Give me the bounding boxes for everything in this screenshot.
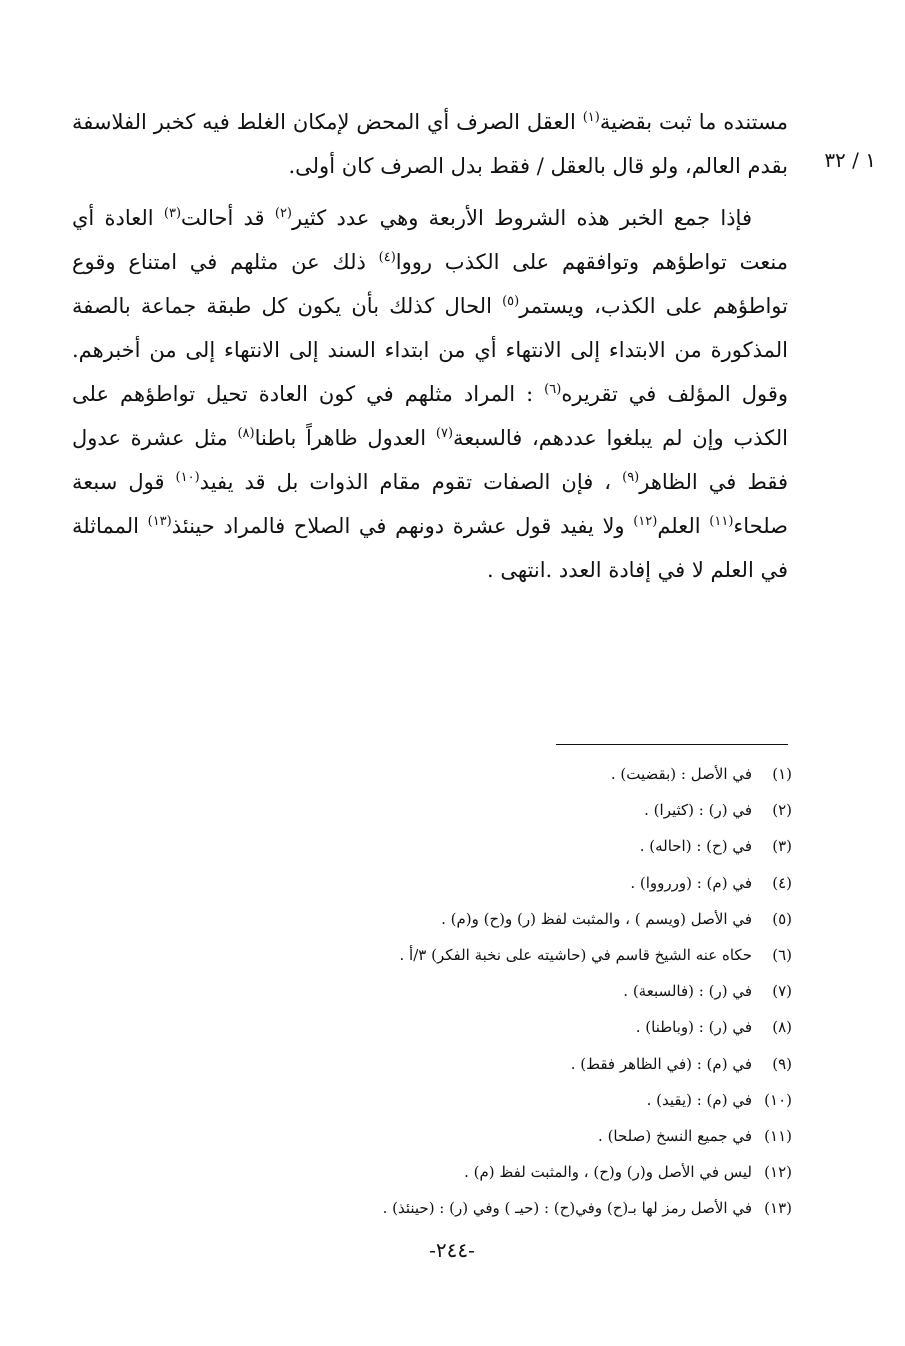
footnote-item: [180, 901, 792, 937]
footnote-number: (٢): [772, 801, 792, 820]
footnote-number: (١٣): [764, 1199, 792, 1218]
footnote-text: في (ر) : (وباطنا) .: [635, 1018, 752, 1037]
text-segment: ، فإن الصفات تقوم مقام الذوات بل قد يفيد: [199, 470, 623, 494]
margin-reference: ١ / ٣٢: [824, 148, 876, 172]
footnote-separator: [556, 744, 788, 745]
text-segment: ولا يفيد قول عشرة دونهم في الصلاح فالمراد حينئذ: [171, 514, 634, 538]
footnote-ref-9[interactable]: (٩): [622, 470, 640, 485]
footnote-text: ليس في الأصل و(ر) و(ح) ، والمثبت لفظ (م) .: [464, 1163, 752, 1182]
footnote-text: في (ر) : (فالسبعة) .: [623, 982, 752, 1001]
text-segment: : المراد مثلهم في كون العادة تحيل تواطؤهم على الكذب وإن لم يبلغوا عددهم، فالسبعة: [72, 382, 788, 450]
main-text: [72, 100, 788, 592]
footnote-ref-1[interactable]: (١): [582, 110, 600, 125]
footnote-ref-13[interactable]: (١٣): [147, 514, 172, 529]
paragraph-1: [72, 100, 788, 188]
footnote-ref-6[interactable]: (٦): [544, 382, 562, 397]
footnote-item: [180, 756, 792, 792]
footnote-item: [180, 865, 792, 901]
footnote-text: في (ح) : (احاله) .: [639, 837, 752, 856]
footnote-ref-12[interactable]: (١٢): [633, 514, 658, 529]
footnote-ref-10[interactable]: (١٠): [175, 470, 200, 485]
footnote-number: (٣): [772, 837, 792, 856]
text-segment: العلم: [657, 514, 710, 538]
text-segment: قول سبعة صلحاء: [72, 470, 789, 538]
footnote-number: (٧): [772, 982, 792, 1001]
footnote-ref-11[interactable]: (١١): [709, 514, 734, 529]
footnote-number: (١): [772, 765, 792, 783]
footnote-item: [180, 973, 792, 1009]
text-segment: الحال كذلك بأن يكون كل طبقة جماعة بالصفة المذكورة من الابتداء إلى الانتهاء أي من ابتداء السند إلى الانتهاء إلى من أخبرهم. وقول المؤلف في تقريره: [72, 294, 789, 406]
footnote-item: [180, 1009, 792, 1045]
text-segment: مستنده ما ثبت بقضية: [599, 110, 788, 134]
footnotes: [180, 756, 792, 1227]
footnote-number: (١٠): [764, 1090, 792, 1109]
footnote-text: في جميع النسخ (صلحا) .: [598, 1127, 752, 1146]
text-segment: العدول ظاهراً باطنا: [254, 426, 436, 450]
footnote-item: [180, 1118, 792, 1154]
footnote-item: [180, 1082, 792, 1118]
footnote-item: [180, 792, 792, 828]
footnote-text: في (م) : (يقيد) .: [646, 1090, 752, 1109]
text-segment: ذلك عن مثلهم في امتناع وقوع تواطؤهم على الكذب، ويستمر: [72, 250, 788, 318]
text-segment: فإذا جمع الخبر هذه الشروط الأربعة وهي عدد كثير: [292, 206, 752, 230]
footnote-number: (٥): [772, 909, 792, 928]
text-segment: المماثلة في العلم لا في إفادة العدد .انتهى .: [72, 514, 788, 582]
footnote-number: (٩): [772, 1054, 792, 1073]
footnote-item: [180, 1046, 792, 1082]
page-number: -٢٤٤-: [429, 1238, 475, 1262]
footnote-text: في الأصل رمز لها بـ(ح) وفي(ح) : (حيـ ) وفي (ر) : (حينئذ) .: [382, 1199, 752, 1218]
text-segment: العادة أي منعت تواطؤهم وتوافقهم على الكذب رووا: [72, 206, 788, 274]
footnote-ref-4[interactable]: (٤): [378, 250, 396, 265]
footnote-item: [180, 828, 792, 864]
paragraph-2: [72, 196, 788, 592]
footnote-item: [180, 937, 792, 973]
text-segment: مثل عشرة عدول فقط في الظاهر: [72, 426, 788, 494]
footnote-ref-2[interactable]: (٢): [274, 206, 292, 221]
footnote-ref-7[interactable]: (٧): [435, 426, 454, 441]
footnote-text: في الأصل (ويسم ) ، والمثبت لفظ (ر) و(ح) و(م) .: [441, 909, 752, 928]
footnote-text: في (م) : (وررووا) .: [630, 873, 752, 892]
footnote-number: (١١): [764, 1127, 792, 1146]
footnote-text: في (م) : (في الظاهر فقط) .: [570, 1054, 752, 1073]
footnote-text: في (ر) : (كثيرا) .: [644, 801, 752, 820]
footnote-text: في الأصل : (بقضيت) .: [610, 765, 752, 783]
footnote-number: (٦): [772, 946, 792, 965]
text-segment: قد أحالت: [181, 206, 275, 230]
footnote-ref-3[interactable]: (٣): [163, 206, 182, 221]
footnote-ref-5[interactable]: (٥): [502, 294, 520, 309]
footnote-ref-8[interactable]: (٨): [237, 426, 255, 441]
text-segment: العقل الصرف أي المحض لإمكان الغلط فيه كخبر الفلاسفة بقدم العالم، ولو قال بالعقل / فقط بدل الصرف كان أولى.: [72, 110, 788, 178]
footnote-number: (٨): [772, 1018, 792, 1037]
footnote-number: (١٢): [764, 1163, 792, 1182]
footnote-item: [180, 1154, 792, 1190]
footnote-text: حكاه عنه الشيخ قاسم في (حاشيته على نخبة الفكر) ٣/أ .: [399, 946, 752, 965]
footnote-number: (٤): [772, 873, 792, 892]
footnote-item: [180, 1190, 792, 1226]
